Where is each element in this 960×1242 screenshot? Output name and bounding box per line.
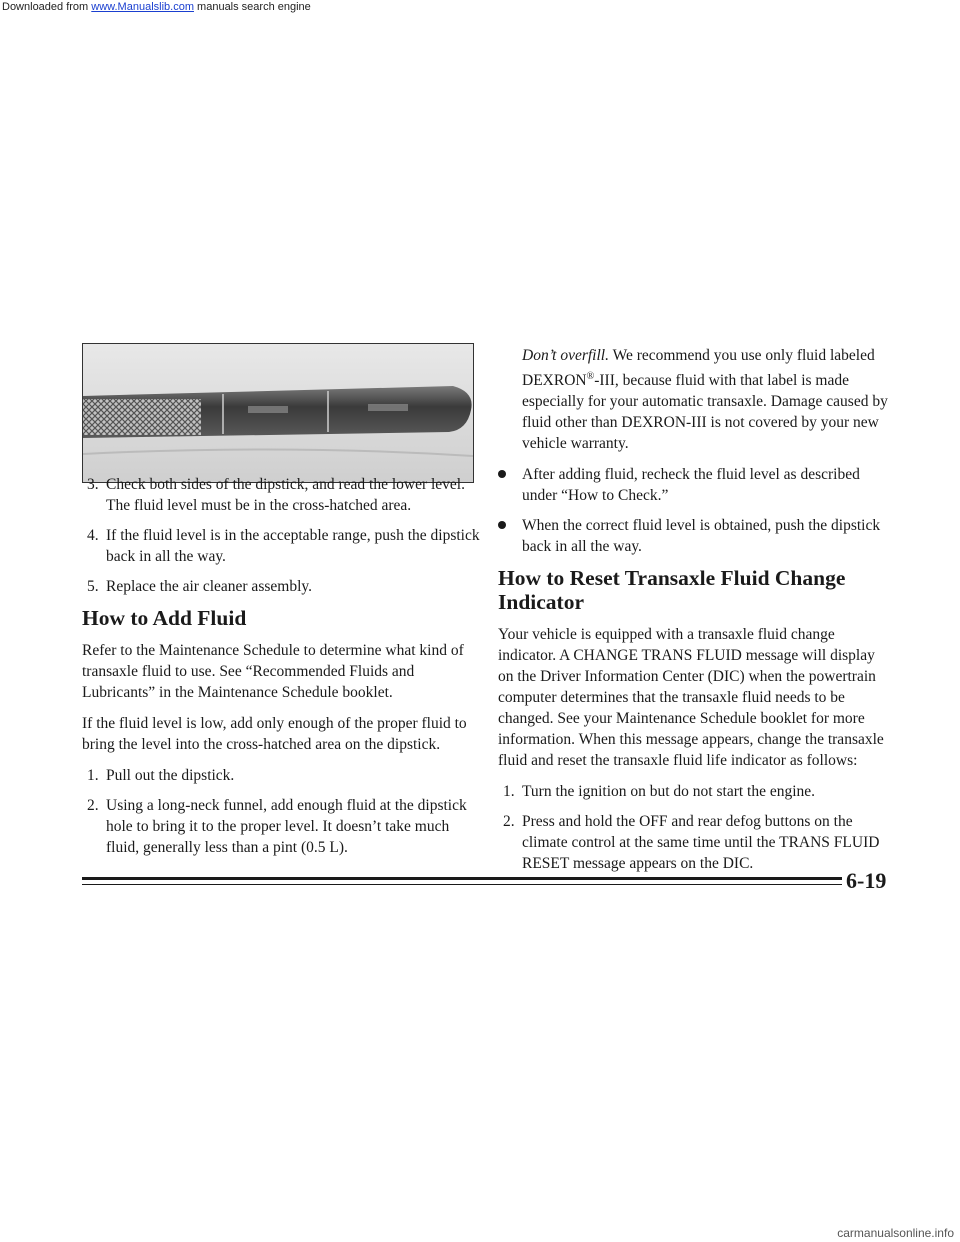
dipstick-illustration <box>82 343 474 483</box>
overfill-text-2: -III, because fluid with that label is made especially for your automatic transaxle. Damage caused by fluid other than DEXRON-III is not covered by your new vehicle warranty. <box>522 372 888 453</box>
step-number: 3. <box>87 476 99 493</box>
check-steps-list <box>82 474 482 597</box>
step-text: Pull out the dipstick. <box>106 767 235 784</box>
header-prefix: Downloaded from <box>2 1 89 13</box>
step-text: If the fluid level is in the acceptable range, push the dipstick back in all the way. <box>106 527 480 565</box>
list-item <box>498 464 888 506</box>
step-number: 1. <box>503 783 515 801</box>
step-number: 2. <box>87 797 99 814</box>
step-text: Replace the air cleaner assembly. <box>106 578 312 595</box>
step-number: 5. <box>87 578 99 595</box>
heading-reset-indicator: How to Reset Transaxle Fluid Change Indicator <box>498 566 846 615</box>
page-number: 6-19 <box>846 868 887 893</box>
reset-steps-list <box>498 781 888 874</box>
step-number: 2. <box>503 813 515 831</box>
step-number: 4. <box>87 527 99 544</box>
list-item <box>82 525 482 567</box>
recheck-bullets <box>498 464 888 557</box>
add-steps-list <box>82 765 482 858</box>
right-column <box>498 345 888 883</box>
bullet-text: After adding fluid, recheck the fluid level as described under “How to Check.” <box>522 466 860 505</box>
registered-mark: ® <box>586 371 595 382</box>
left-column <box>82 474 482 867</box>
list-item <box>498 781 888 802</box>
manualslib-link[interactable]: www.Manualslib.com <box>91 1 194 13</box>
paragraph-dont-overfill <box>498 345 888 454</box>
overfill-text-1: We recommend you use only fluid labeled DEXRON <box>522 347 875 390</box>
paragraph-reset-intro: Your vehicle is equipped with a transaxle fluid change indicator. A CHANGE TRANS FLUID message will display on the Driver Information Center (DIC) when the powertrain computer determines that the transaxle fluid needs to be changed. See your Maintenance Schedule booklet for more information. When this message appears, change the transaxle fluid and reset the transaxle fluid life indicator as follows: <box>498 626 884 770</box>
step-text: Using a long-neck funnel, add enough fluid at the dipstick hole to bring it to the proper level. It doesn’t take much fluid, generally less than a pint (0.5 L). <box>106 797 467 856</box>
list-item <box>82 576 482 597</box>
footer-rule-thick <box>82 877 842 880</box>
bullet-text: When the correct fluid level is obtained, push the dipstick back in all the way. <box>522 517 881 556</box>
paragraph-fluid-low: If the fluid level is low, add only enough of the proper fluid to bring the level into the cross-hatched area on the dipstick. <box>82 715 467 753</box>
step-text: Turn the ignition on but do not start the engine. <box>522 783 816 801</box>
list-item <box>498 811 888 874</box>
header-suffix: manuals search engine <box>197 1 311 13</box>
list-item <box>82 795 482 858</box>
overfill-emphasis: Don’t overfill. <box>522 347 609 364</box>
step-text: Check both sides of the dipstick, and read the lower level. The fluid level must be in the cross-hatched area. <box>106 476 465 514</box>
list-item <box>82 474 482 516</box>
step-text: Press and hold the OFF and rear defog buttons on the climate control at the same time until the TRANS FLUID RESET message appears on the DIC. <box>522 813 880 873</box>
step-number: 1. <box>87 767 99 784</box>
watermark: carmanualsonline.info <box>837 1226 954 1240</box>
list-item <box>498 515 888 557</box>
bullet-dot <box>498 521 506 529</box>
footer-rule-thin <box>82 884 842 885</box>
list-item <box>82 765 482 786</box>
download-header <box>0 0 960 14</box>
paragraph-maintenance-schedule: Refer to the Maintenance Schedule to determine what kind of transaxle fluid to use. See “Recommended Fluids and Lubricants” in the Maintenance Schedule booklet. <box>82 642 464 701</box>
bullet-dot <box>498 470 506 478</box>
heading-how-to-add-fluid: How to Add Fluid <box>82 606 247 630</box>
